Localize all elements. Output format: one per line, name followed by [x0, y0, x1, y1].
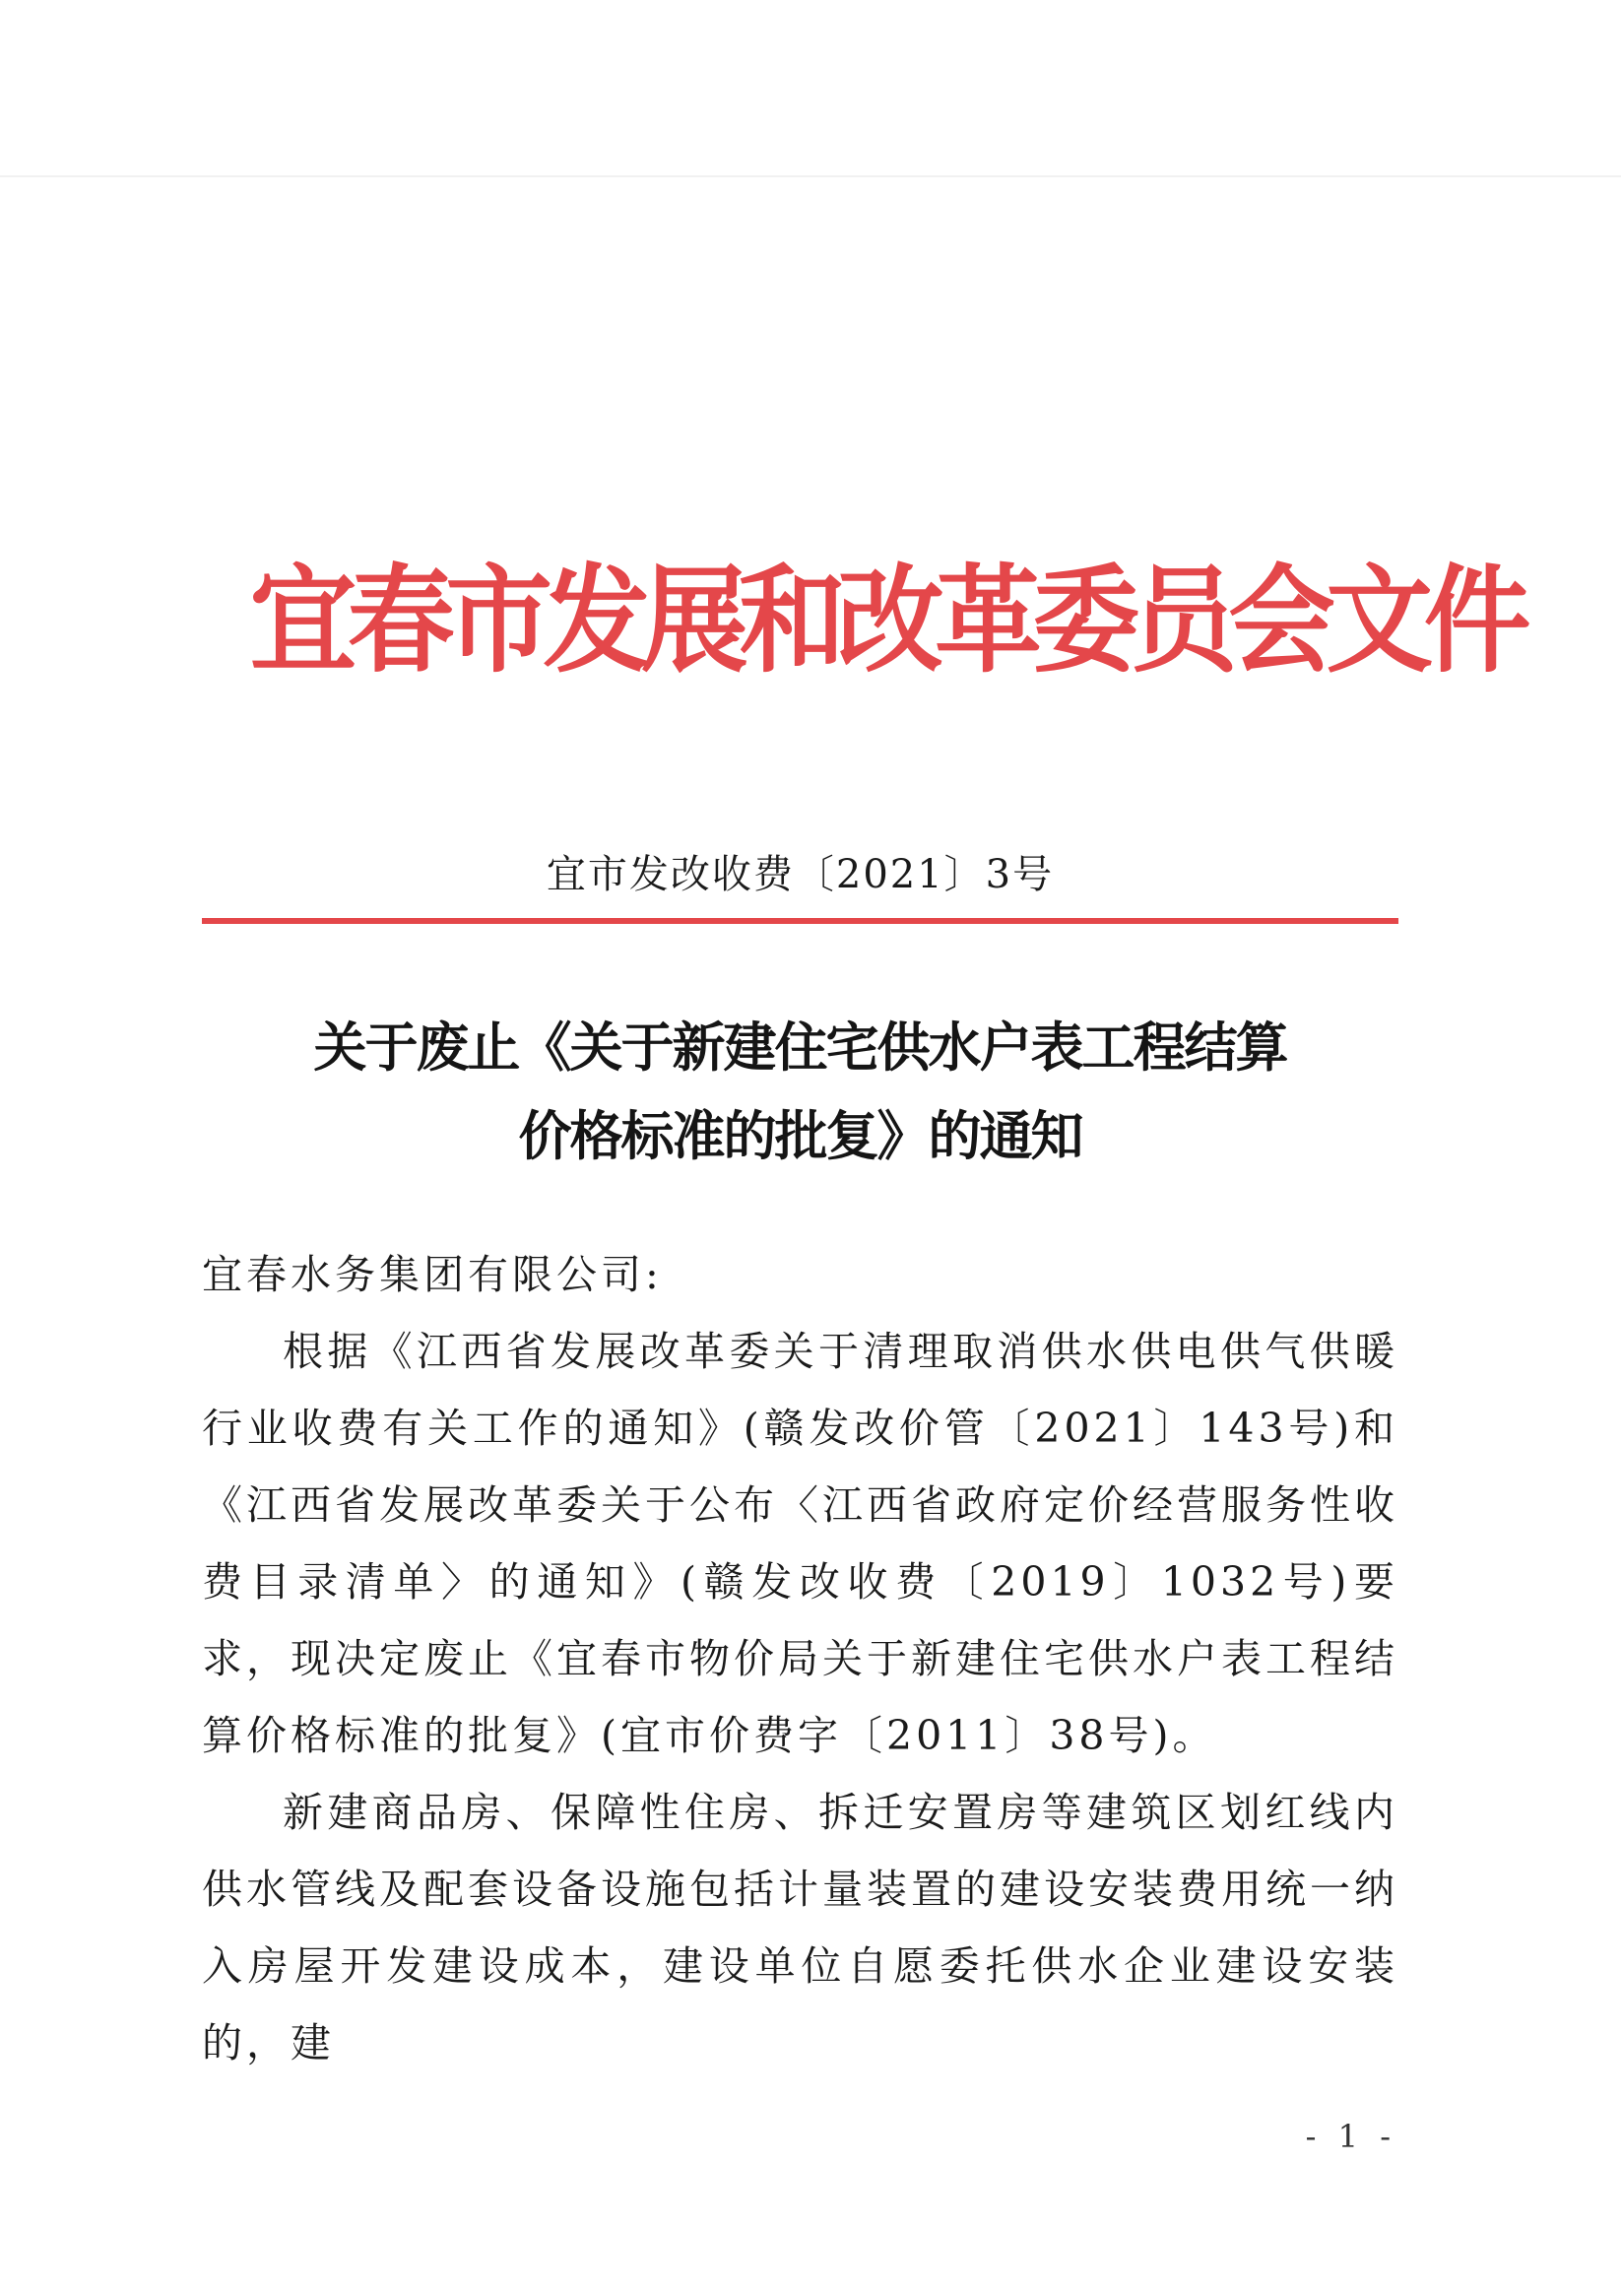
scan-edge-line [0, 175, 1621, 177]
title-line-1: 关于废止《关于新建住宅供水户表工程结算 [313, 1016, 1287, 1079]
document-title [202, 1003, 1398, 1180]
red-divider-line [202, 918, 1398, 924]
title-line-2: 价格标准的批复》的通知 [518, 1104, 1082, 1167]
paragraph-1: 根据《江西省发展改革委关于清理取消供水供电供气供暖行业收费有关工作的通知》(赣发改价管〔2021〕143号)和《江西省发展改革委关于公布〈江西省政府定价经营服务性收费目录清单〉的通知》(赣发改收费〔2019〕1032号)要求，现决定废止《宜春市物价局关于新建住宅供水户表工程结算价格标准的批复》(宜市价费字〔2011〕38号)。 [202, 1328, 1398, 1759]
document-header: 宜春市发展和改革委员会文件 [249, 552, 1523, 689]
document-body [202, 1236, 1398, 2081]
page-number: - 1 - [1305, 2118, 1396, 2155]
document-number: 宜市发改收费〔2021〕3号 [546, 852, 1055, 897]
paragraph-2: 新建商品房、保障性住房、拆迁安置房等建筑区划红线内供水管线及配套设备设施包括计量装置的建设安装费用统一纳入房屋开发建设成本，建设单位自愿委托供水企业建设安装的，建 [202, 1789, 1398, 2066]
addressee: 宜春水务集团有限公司: [202, 1251, 663, 1298]
